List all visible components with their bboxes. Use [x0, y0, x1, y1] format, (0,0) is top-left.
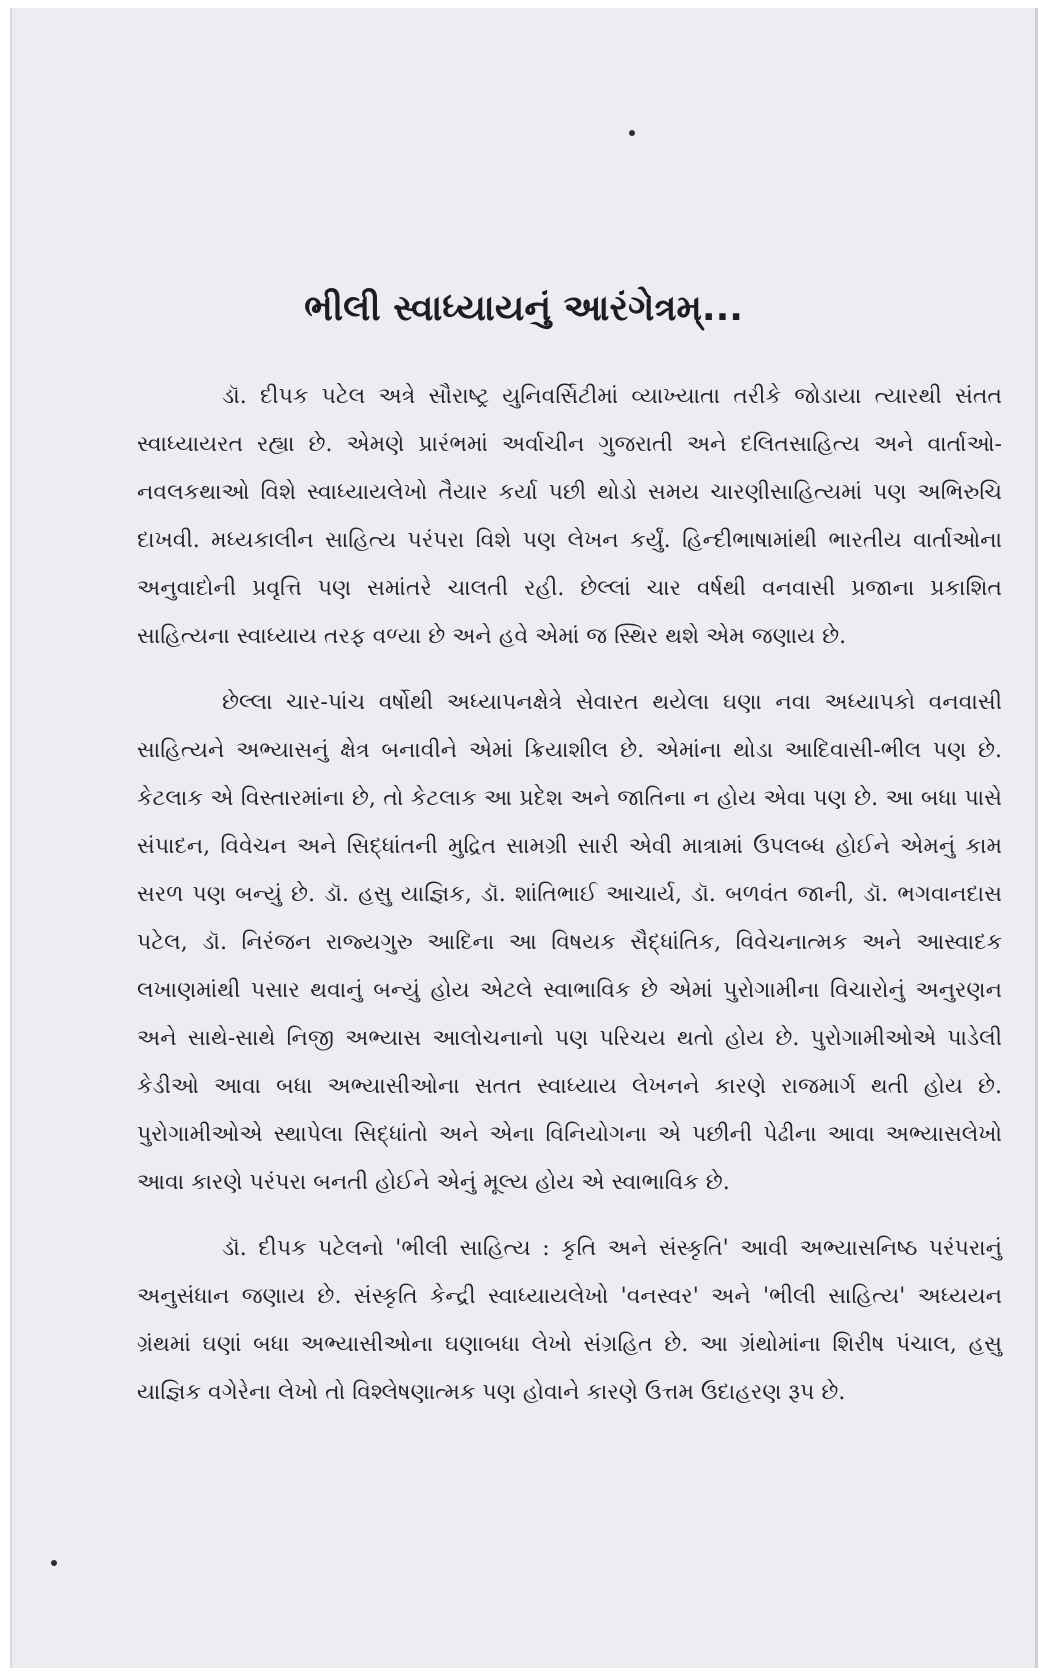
- paragraph-2: છેલ્લા ચાર-પાંચ વર્ષોથી અધ્યાપનક્ષેત્રે સેવારત થયેલા ઘણા નવા અધ્યાપકો વનવાસી સાહિત્યને અભ્યાસનું ક્ષેત્ર બનાવીને એમાં ક્રિયાશીલ છે. એમાંના થોડા આદિવાસી-ભીલ પણ છે. કેટલાક એ વિસ્તારમાંના છે, તો કેટલાક આ પ્રદેશ અને જાતિના ન હોય એવા પણ છે. આ બધા પાસે સંપાદન, વિવેચન અને સિદ્ધાંતની મુદ્રિત સામગ્રી સારી એવી માત્રામાં ઉપલબ્ધ હોઈને એમનું કામ સરળ પણ બન્યું છે. ડૉ. હસુ યાજ્ઞિક, ડૉ. શાંતિભાઈ આચાર્ય, ડૉ. બળવંત જાની, ડૉ. ભગવાનદાસ પટેલ, ડૉ. નિરંજન રાજ્યગુરુ આદિના આ વિષયક સૈદ્ધાંતિક, વિવેચનાત્મક અને આસ્વાદક લખાણમાંથી પસાર થવાનું બન્યું હોય એટલે સ્વાભાવિક છે એમાં પુરોગામીના વિચારોનું અનુરણન અને સાથે-સાથે નિજી અભ્યાસ આલોચનાનો પણ પરિચય થતો હોય છે. પુરોગામીઓએ પાડેલી કેડીઓ આવા બધા અભ્યાસીઓના સતત સ્વાધ્યાય લેખનને કારણે રાજમાર્ગ થતી હોય છે. પુરોગામીઓએ સ્થાપેલા સિદ્ધાંતો અને એના વિનિયોગના એ પછીની પેઢીના આવા અભ્યાસલેખો આવા કારણે પરંપરા બનતી હોઈને એનું મૂલ્ય હોય એ સ્વાભાવિક છે.: [137, 690, 1002, 1195]
- page-sheet: [10, 8, 1038, 1668]
- paragraph-1: ડૉ. દીપક પટેલ અત્રે સૌરાષ્ટ્ર યુનિવર્સિટીમાં વ્યાખ્યાતા તરીકે જોડાયા ત્યારથી સંતત સ્વાધ્યાયરત રહ્યા છે. એમણે પ્રારંભમાં અર્વાચીન ગુજરાતી અને દલિતસાહિત્ય અને વાર્તાઓ-નવલકથાઓ વિશે સ્વાધ્યાયલેખો તૈયાર કર્યા પછી થોડો સમય ચારણીસાહિત્યમાં પણ અભિરુચિ દાખવી. મધ્યકાલીન સાહિત્ય પરંપરા વિશે પણ લેખન કર્યું. હિન્દીભાષામાંથી ભારતીય વાર્તાઓના અનુવાદોની પ્રવૃત્તિ પણ સમાંતરે ચાલતી રહી. છેલ્લાં ચાર વર્ષથી વનવાસી પ્રજાના પ્રકાશિત સાહિત્યના સ્વાધ્યાય તરફ વળ્યા છે અને હવે એમાં જ સ્થિર થશે એમ જણાય છે.: [137, 384, 1002, 649]
- page-title: ભીલી સ્વાધ્યાયનું આરંગેત્રમ્...: [304, 288, 743, 329]
- speck-mark: [629, 130, 635, 136]
- speck-mark: [51, 1560, 57, 1566]
- body-text: [137, 373, 1002, 1435]
- paragraph-3: ડૉ. દીપક પટેલનો 'ભીલી સાહિત્ય : કૃતિ અને સંસ્કૃતિ' આવી અભ્યાસનિષ્ઠ પરંપરાનું અનુસંધાન જણાય છે. સંસ્કૃતિ કેન્દ્રી સ્વાધ્યાયલેખો 'વનસ્વર' અને 'ભીલી સાહિત્ય' અધ્યયન ગ્રંથમાં ઘણાં બધા અભ્યાસીઓના ઘણાબધા લેખો સંગ્રહિત છે. આ ગ્રંથોમાંના શિરીષ પંચાલ, હસુ યાજ્ઞિક વગેરેના લેખો તો વિશ્લેષણાત્મક પણ હોવાને કારણે ઉત્તમ ઉદાહરણ રૂપ છે.: [137, 1236, 1002, 1405]
